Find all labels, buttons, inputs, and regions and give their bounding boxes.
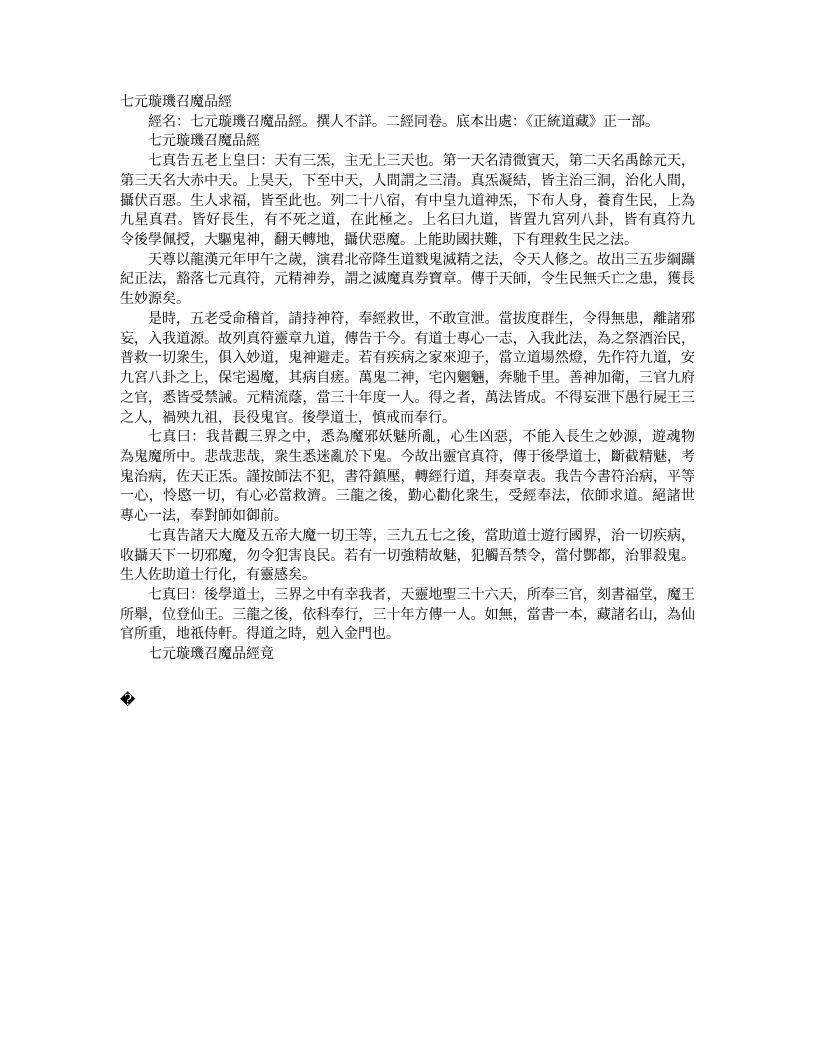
- paragraph-line: 九宮八卦之上，保宅遏魔，其病自瘥。萬鬼二神，宅內魍魎，奔馳千里。善神加衛，三官九府: [120, 370, 695, 387]
- paragraph-line: 令後學佩授，大驅鬼神，翻天轉地，攝伏惡魔。上能助國扶難，下有理救生民之法。: [120, 232, 638, 249]
- paragraph-line: 所舉，位登仙王。三龍之後，依科奉行，三十年方傳一人。如無，當書一本，藏諸名山，為仙: [120, 606, 695, 623]
- paragraph-line: 鬼治病，佐天正炁。謹按師法不犯，書符鎮壓，轉經行道，拜奏章表。我告今書符治病，平等: [120, 468, 695, 485]
- ending-line: 七元璇璣召魔品經竟: [148, 646, 274, 663]
- paragraph-line: 九星真君。皆好長生，有不死之道，在此極之。上名曰九道，皆置九宮列八卦，皆有真符九: [120, 212, 695, 229]
- paragraph: [120, 310, 695, 428]
- trailing-replacement-glyph: �: [120, 690, 136, 709]
- meta-line: 經名：七元璇璣召魔品經。撰人不詳。二經同卷。底本出處：《正統道藏》正一部。: [148, 113, 659, 130]
- document-title: 七元璇璣召魔品經: [120, 94, 232, 110]
- paragraph-line: 一心，怜愍一切，有心必當救濟。三龍之後，勤心勸化衆生，受經奉法，依師求道。絕諸世: [120, 488, 695, 505]
- paragraph-line: 七真告五老上皇曰：天有三炁，主无上三天也。第一天名清微賓天，第二天名禹餘元天，: [148, 153, 695, 170]
- paragraph-line: 之官，悉皆受禁誡。元精流蔭，當三十年度一人。得之者，萬法皆成。不得妄泄下愚行屍王三: [120, 389, 695, 406]
- subtitle: 七元璇璣召魔品經: [148, 133, 260, 150]
- paragraph-line: 普救一切衆生，俱入妙道，鬼神避走。若有疾病之家來迎子，當立道場然燈，先作符九道，安: [120, 350, 695, 367]
- paragraph: [120, 251, 695, 310]
- paragraph-line: 生妙源矣。: [120, 291, 190, 308]
- paragraph-line: 生人佐助道士行化，有靈感矣。: [120, 567, 316, 584]
- paragraph-line: 紀正法，豁落七元真符，元精神券，謂之滅魔真券寶章。傳于天師，令生民無夭亡之患，獲長: [120, 271, 695, 288]
- paragraph-line: 妄，入我道源。故列真符靈章九道，傳告于今。有道士專心一志，入我此法，為之祭酒治民，: [120, 330, 695, 347]
- paragraph-line: 是時，五老受命稽首，請持神符，奉經救世，不敢宣泄。當拔度群生，令得無患，離諸邪: [148, 310, 695, 327]
- paragraph-line: 七真告諸天大魔及五帝大魔一切王等，三九五七之後，當助道士遊行國界，治一切疾病，: [148, 527, 695, 544]
- body-paragraphs: [120, 152, 695, 645]
- paragraph: [120, 428, 695, 527]
- paragraph-line: 第三天名大赤中天。上昊天，下至中天，人間謂之三清。真炁凝結，皆主治三洞，治化人間，: [120, 172, 695, 189]
- paragraph-line: 為鬼魔所中。悲哉悲哉，衆生悉迷亂於下鬼。今故出靈官真符，傳于後學道士，斷截精魅，考: [120, 448, 695, 465]
- paragraph-line: 官所重，地祇侍軒。得道之時，剋入金門也。: [120, 626, 400, 643]
- paragraph: [120, 152, 695, 251]
- paragraph-line: 收攝天下一切邪魔，勿令犯害良民。若有一切強精故魅，犯觸吾禁令，當付酆都，治罪殺鬼。: [120, 547, 695, 564]
- paragraph-line: 天尊以龍漢元年甲午之歲，演君北帝降生道戮鬼滅精之法，令天人修之。故出三五步綱躡: [148, 251, 695, 268]
- paragraph-line: 七真曰：後學道士，三界之中有幸我者，天靈地聖三十六天，所奉三官，刻書福堂，魔王: [148, 586, 695, 603]
- paragraph-line: 七真曰：我昔觀三界之中，悉為魔邪妖魅所亂，心生凶惡，不能入長生之妙源，遊魂物: [148, 429, 695, 446]
- paragraph: [120, 527, 695, 586]
- paragraph-line: 專心一法，奉對師如御前。: [120, 508, 288, 525]
- paragraph-line: 之人，禍殃九祖，長役鬼官。後學道士，慎戒而奉行。: [120, 409, 456, 426]
- document-page: [120, 93, 695, 711]
- paragraph-line: 攝伏百惡。生人求福，皆至此也。列二十八宿，有中皇九道神炁，下布人身，養育生民，上為: [120, 192, 695, 209]
- paragraph: [120, 586, 695, 645]
